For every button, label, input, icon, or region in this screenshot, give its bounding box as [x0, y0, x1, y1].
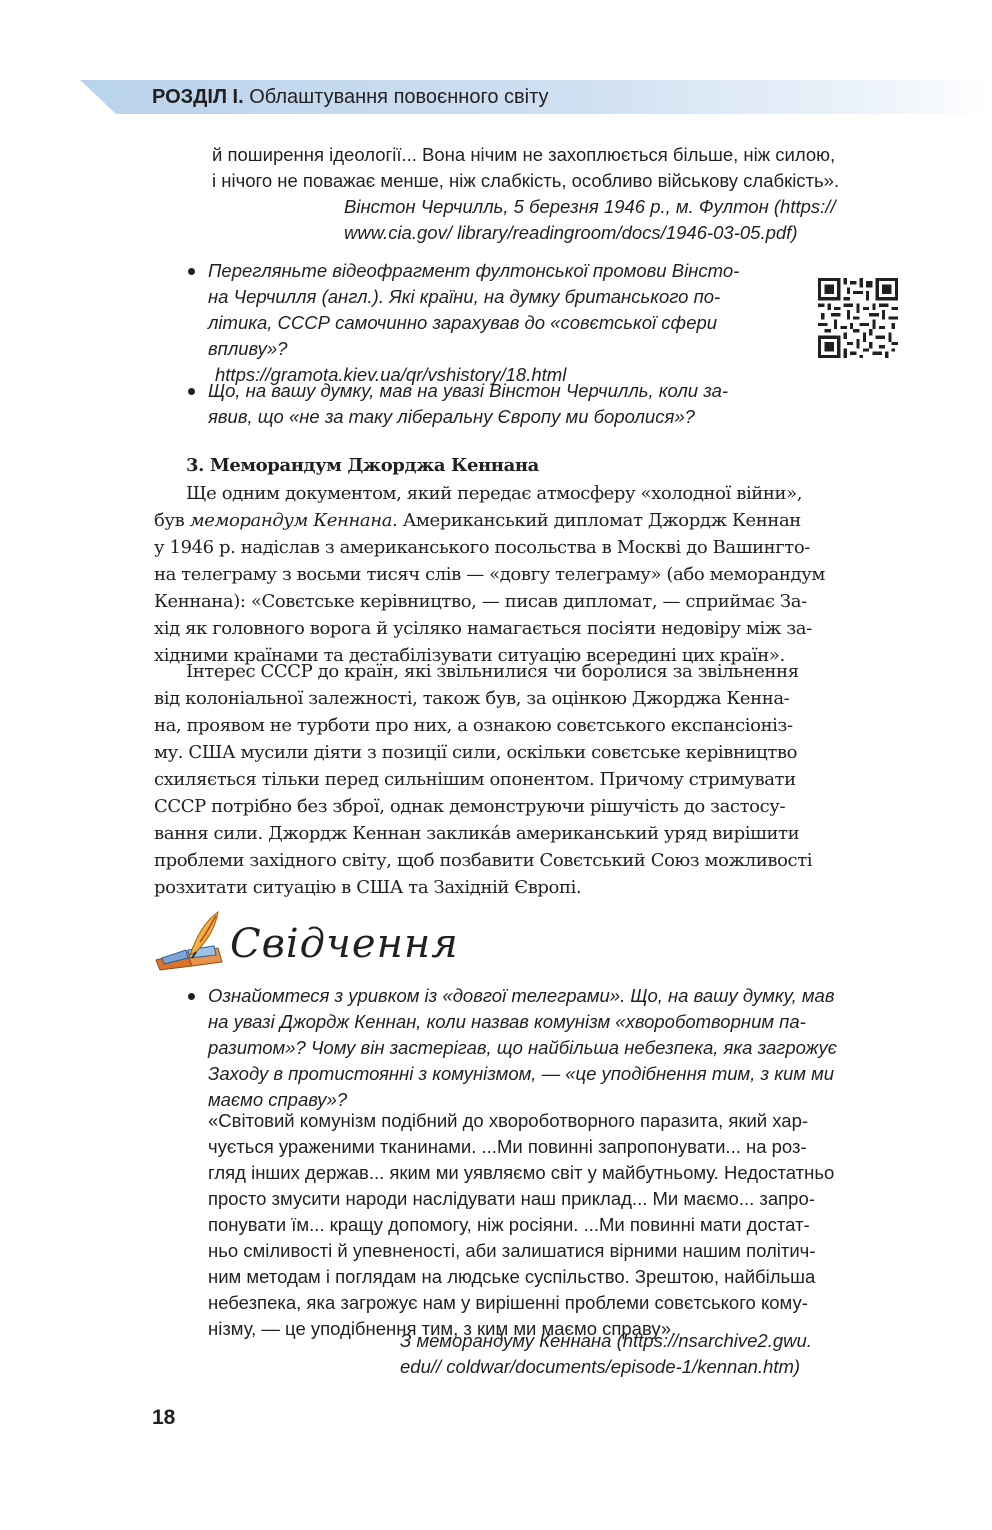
text-run: . Американський дипломат Джордж Кеннан — [392, 510, 801, 531]
churchill-quote — [212, 142, 894, 194]
paragraph-line: СССР потрібно без зброї, однак демонструючи рішучість до застосу- — [154, 796, 786, 817]
quote-line: понувати їм... кращу допомогу, ніж росіяни. ...Ми повинні мати достат- — [208, 1214, 810, 1235]
section-title: Облаштування повоєнного світу — [249, 86, 549, 108]
task-line: Що, на вашу думку, мав на увазі Вінстон Черчилль, коли за- — [208, 380, 729, 401]
bullet — [188, 268, 195, 275]
quote-line: небезпека, яка загрожує нам у вирішенні проблеми совєтського кому- — [208, 1292, 808, 1313]
task-line: Заходу в протистоянні з комунізмом, — «це уподібнення тим, з ким ми — [208, 1063, 835, 1084]
paragraph-line: схиляється тільки перед сильнішим опонентом. Причому стримувати — [154, 769, 796, 790]
section-heading: 3. Меморандум Джорджа Кеннана — [186, 455, 539, 476]
running-header — [152, 84, 548, 110]
paragraph-ussr-interest — [154, 658, 906, 901]
paragraph-line: від колоніальної залежності, також був, за оцінкою Джорджа Кенна- — [154, 688, 790, 709]
task-line: на Черчилля (англ.). Які країни, на думку британського по- — [208, 286, 721, 307]
paragraph-line: Інтерес СССР до країн, які звільнилися чи боролися за звільнення — [186, 661, 799, 682]
paragraph-line: розхитати ситуацію в США та Західній Європі. — [154, 877, 582, 898]
paragraph-line: на, проявом не турботи про них, а ознакою совєтського експансіоніз- — [154, 715, 793, 736]
book-quill-icon — [152, 908, 228, 972]
paragraph-line: хід як головного ворога й усіляко намагається посіяти недовіру між за- — [154, 618, 812, 639]
task-line: Ознайомтеся з уривком із «довгої телеграми». Що, на вашу думку, мав — [208, 985, 835, 1006]
quote-line: і нічого не поважає менше, ніж слабкість, особливо військову слабкість». — [212, 170, 840, 191]
task-line: разитом»? Чому він застерігав, що найбільша небезпека, яка загрожує — [208, 1037, 837, 1058]
quote-line: нізму, — це уподібнення тим, з ким ми маємо справу». — [208, 1318, 677, 1339]
quote-line: й поширення ідеології... Вона нічим не захоплюється більше, ніж силою, — [212, 144, 836, 165]
task-line: явив, що «не за таку ліберальну Європу ми боролися»? — [208, 406, 695, 427]
task-line: Перегляньте відеофрагмент фултонської промови Вінсто- — [208, 260, 740, 281]
evidence-title: Свідчення — [230, 921, 459, 967]
text-run: був — [154, 510, 190, 531]
paragraph-line: хідними країнами та дестабілізувати ситуацію всередині цих країн». — [154, 645, 785, 666]
paragraph-line: му. США мусили діяти з позиції сили, оскільки совєтське керівництво — [154, 742, 798, 763]
evidence-task — [208, 983, 896, 1113]
quote-line: «Світовий комунізм подібний до хвороботворного паразита, який хар- — [208, 1110, 809, 1131]
video-link[interactable]: https://gramota.kiev.ua/qr/vshistory/18.html — [215, 364, 567, 385]
bullet — [188, 993, 195, 1000]
paragraph-kennan-memo — [154, 480, 906, 669]
task-line: літика, СССР самочинно зарахував до «совєтської сфери — [208, 312, 718, 333]
task-line: впливу»? — [208, 338, 288, 359]
quote-line: просто змусити народи наслідувати наш приклад... Ми маємо... запро- — [208, 1188, 815, 1209]
page-number: 18 — [152, 1406, 176, 1429]
paragraph-line: Кеннана): «Совєтське керівництво, — писав дипломат, — сприймає За- — [154, 591, 807, 612]
churchill-source — [344, 194, 904, 246]
task-line: на увазі Джордж Кеннан, коли назвав комунізм «хвороботворним па- — [208, 1011, 806, 1032]
quote-line: ним методам і поглядам на людське суспільство. Зрештою, найбільша — [208, 1266, 816, 1287]
source-line: З меморандуму Кеннана (https://nsarchive2.gwu. — [400, 1330, 812, 1351]
quote-line: чується ураженими тканинами. ...Ми повинні запропонувати... на роз- — [208, 1136, 807, 1157]
source-line: edu// coldwar/documents/episode-1/kennan.htm) — [400, 1356, 801, 1377]
emphasis-term: меморандум Кеннана — [189, 510, 393, 531]
qr-code-icon[interactable] — [818, 278, 898, 358]
paragraph-line: проблеми західного світу, щоб позбавити Совєтський Союз можливості — [154, 850, 813, 871]
bullet — [188, 388, 195, 395]
kennan-source — [400, 1328, 900, 1380]
task-item-churchill — [208, 378, 788, 430]
task-item-video — [208, 258, 788, 388]
paragraph-line: Ще одним документом, який передає атмосферу «холодної війни», — [186, 483, 803, 504]
paragraph-line-mixed — [154, 507, 906, 534]
paragraph-line: вання сили. Джордж Кеннан заклика́в американський уряд вирішити — [154, 823, 800, 844]
source-line: www.cia.gov/ library/readingroom/docs/1946-03-05.pdf) — [344, 222, 798, 243]
task-line: маємо справу»? — [208, 1089, 348, 1110]
paragraph-line: на телеграму з восьми тисяч слів — «довгу телеграму» (або меморандум — [154, 564, 826, 585]
kennan-quote — [208, 1108, 896, 1342]
quote-line: ньо сміливості й упевненості, аби залишатися вірними нашим політич- — [208, 1240, 816, 1261]
quote-line: гляд інших держав... яким ми уявляємо світ у майбутньому. Недостатньо — [208, 1162, 835, 1183]
paragraph-line: у 1946 р. надіслав з американського посольства в Москві до Вашингто- — [154, 537, 810, 558]
source-line: Вінстон Черчилль, 5 березня 1946 р., м. Фултон (https:// — [344, 196, 836, 217]
section-label: РОЗДІЛ І. — [152, 86, 244, 108]
